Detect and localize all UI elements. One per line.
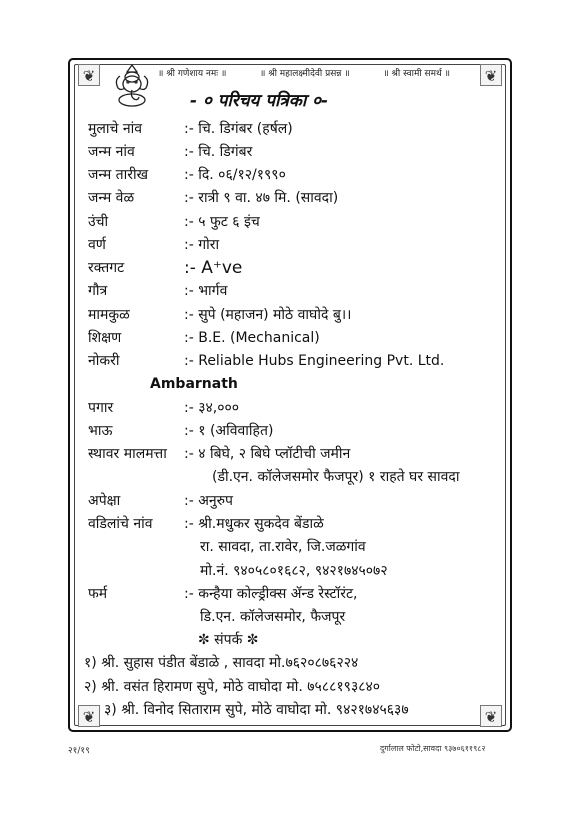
footer-photo-credit: दुर्गालाल फोटो,सावदा ९३७०६११९८२ [380, 744, 486, 753]
father-label: वडिलांचे नांव [88, 516, 153, 532]
contact-item: १) श्री. सुहास पंडीत बेंडाळे , सावदा मो.७६२०८७६२२४ [84, 655, 359, 671]
detail-value: :- सुपे (महाजन) मोठे वाघोदे बु।। [184, 307, 352, 323]
firm-label: फर्म [88, 586, 108, 602]
detail-value: :- भार्गव [184, 283, 228, 299]
father-name: :- श्री.मधुकर सुकदेव बेंडाळे [184, 516, 324, 532]
detail-label: उंची [88, 214, 109, 230]
contact-item: ३) श्री. विनोद सिताराम सुपे, मोठे वाघोदा मो. ९४२१७४५६३७ [104, 702, 409, 718]
motto-2: ॥ श्री महालक्ष्मीदेवी प्रसन्न ॥ [259, 69, 350, 79]
corner-ornament-bottom-left-icon: ❦ [78, 705, 100, 727]
detail-value: :- A⁺ve [184, 258, 243, 278]
firm-address: डि.एन. कॉलेजसमोर, फैजपूर [200, 609, 346, 625]
property-label: स्थावर मालमत्ता [88, 446, 167, 462]
detail-label: जन्म तारीख [88, 167, 149, 183]
motto-1: ॥ श्री गणेशाय नमः ॥ [158, 69, 227, 79]
header-mottos [96, 66, 484, 80]
job-location: Ambarnath [150, 376, 238, 392]
detail-label: नोकरी [88, 353, 120, 369]
detail-label: मुलाचे नांव [88, 121, 143, 137]
expectation-label: अपेक्षा [88, 493, 121, 509]
motto-3: ॥ श्री स्वामी समर्थ ॥ [383, 69, 450, 79]
corner-ornament-top-right-icon: ❦ [480, 64, 502, 86]
expectation-value: :- अनुरुप [184, 493, 234, 509]
detail-label: मामकुळ [88, 307, 130, 323]
page-title: - ० परिचय पत्रिका ०- [190, 91, 329, 111]
contact-item: २) श्री. वसंत हिरामण सुपे, मोठे वाघोदा मो. ७५८८१९३८४० [84, 679, 381, 695]
detail-value: :- ३४,००० [184, 400, 240, 416]
father-phone: मो.नं. ९४०५८०१६८२, ९४२१७४५०७२ [200, 563, 388, 579]
corner-ornament-bottom-right-icon: ❦ [480, 705, 502, 727]
firm-name: :- कन्हैया कोल्ड्रीक्स ॲन्ड रेस्टॉरंट, [184, 586, 358, 602]
detail-label: जन्म वेळ [88, 190, 135, 206]
detail-label: रक्तगट [88, 260, 125, 276]
detail-value: :- B.E. (Mechanical) [184, 330, 320, 346]
detail-label: शिक्षण [88, 330, 122, 346]
detail-value: :- दि. ०६/१२/१९९० [184, 167, 286, 183]
detail-label: पगार [88, 400, 114, 416]
detail-value: :- ५ फुट ६ इंच [184, 214, 260, 230]
property-line-1: :- ४ बिघे, २ बिघे प्लॉटीची जमीन [184, 446, 351, 462]
detail-value: :- Reliable Hubs Engineering Pvt. Ltd. [184, 353, 445, 369]
detail-label: जन्म नांव [88, 144, 135, 160]
detail-value: :- गोरा [184, 237, 220, 253]
detail-value: :- चि. डिगंबर (हर्षल) [184, 121, 293, 137]
property-line-2: (डी.एन. कॉलेजसमोर फैजपूर) १ राहते घर सावदा [212, 469, 460, 485]
detail-value: :- १ (अविवाहित) [184, 423, 274, 439]
detail-label: गौत्र [88, 283, 108, 299]
detail-value: :- चि. डिगंबर [184, 144, 253, 160]
detail-value: :- रात्री ९ वा. ४७ मि. (सावदा) [184, 190, 339, 206]
detail-label: भाऊ [88, 423, 113, 439]
footer-page-number: २१/१९ [68, 746, 90, 756]
contact-heading: ✼ संपर्क ✼ [198, 632, 259, 648]
corner-ornament-top-left-icon: ❦ [78, 64, 100, 86]
father-address: रा. सावदा, ता.रावेर, जि.जळगांव [200, 539, 366, 555]
detail-label: वर्ण [88, 237, 106, 253]
